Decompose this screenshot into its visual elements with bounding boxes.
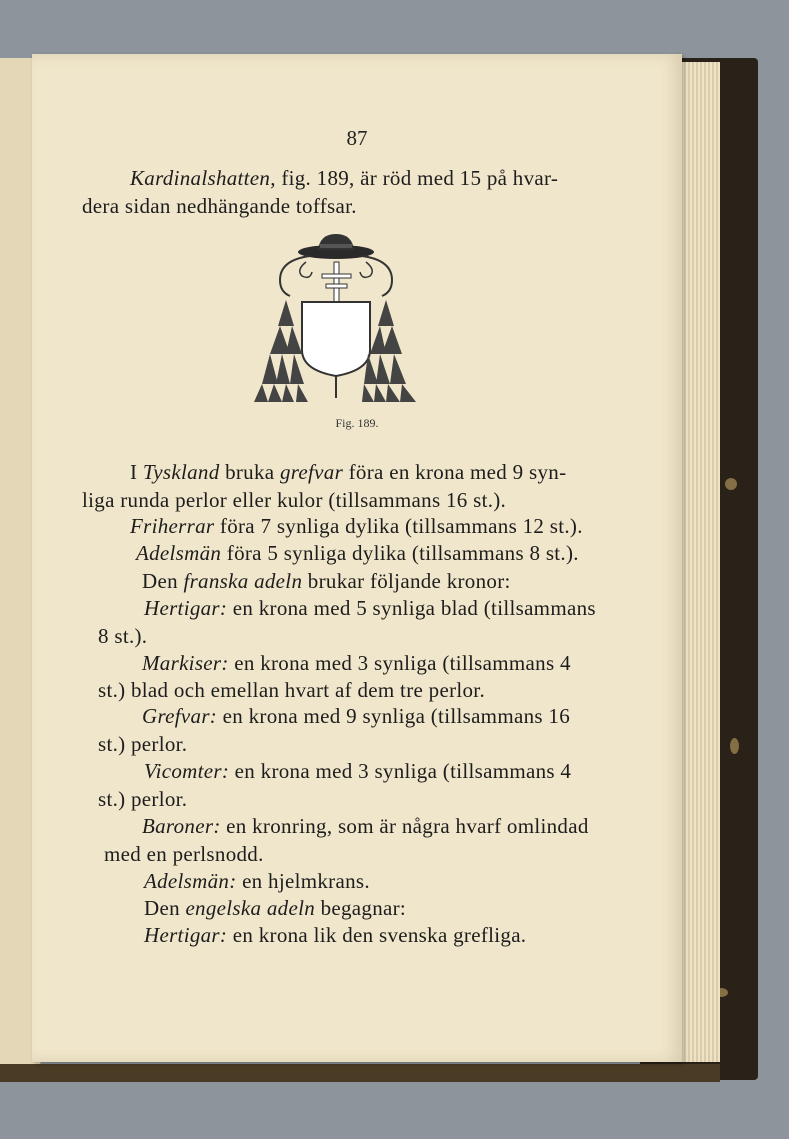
text-line: Vicomter: en krona med 3 synliga (tillsammans 4: [144, 759, 572, 783]
text-line: Kardinalshatten, fig. 189, är röd med 15 på hvar-: [130, 166, 559, 190]
text-line: 8 st.).: [98, 624, 148, 648]
text-line: st.) perlor.: [98, 732, 188, 756]
text-line: st.) blad och emellan hvart af dem tre perlor.: [98, 678, 485, 702]
book-page: [32, 54, 682, 1062]
text-line: I Tyskland bruka grefvar föra en krona med 9 syn-: [130, 460, 567, 484]
bottom-cover-strip: [0, 1064, 720, 1082]
text-line: Hertigar: en krona lik den svenska grefliga.: [144, 923, 527, 947]
text-line: Adelsmän: en hjelmkrans.: [144, 869, 370, 893]
text-line: Friherrar föra 7 synliga dylika (tillsammans 12 st.).: [130, 514, 583, 538]
text-line: Markiser: en krona med 3 synliga (tillsammans 4: [142, 651, 571, 675]
text-line: med en perlsnodd.: [104, 842, 264, 866]
text-line: dera sidan nedhängande toffsar.: [82, 194, 357, 218]
page-number: 87: [346, 126, 368, 150]
text-line: Adelsmän föra 5 synliga dylika (tillsammans 8 st.).: [136, 541, 579, 565]
text-line: Den engelska adeln begagnar:: [144, 896, 407, 920]
text-line: Baroner: en kronring, som är några hvarf omlindad: [142, 814, 589, 838]
text-line: Hertigar: en krona med 5 synliga blad (tillsammans: [144, 596, 596, 620]
text-line: st.) perlor.: [98, 787, 188, 811]
text-line: Den franska adeln brukar följande kronor:: [142, 569, 511, 593]
text-line: liga runda perlor eller kulor (tillsammans 16 st.).: [82, 488, 507, 512]
text-line: Grefvar: en krona med 9 synliga (tillsammans 16: [142, 704, 570, 728]
cardinal-hat-figure: [250, 230, 422, 406]
figure-caption: Fig. 189.: [335, 416, 379, 430]
